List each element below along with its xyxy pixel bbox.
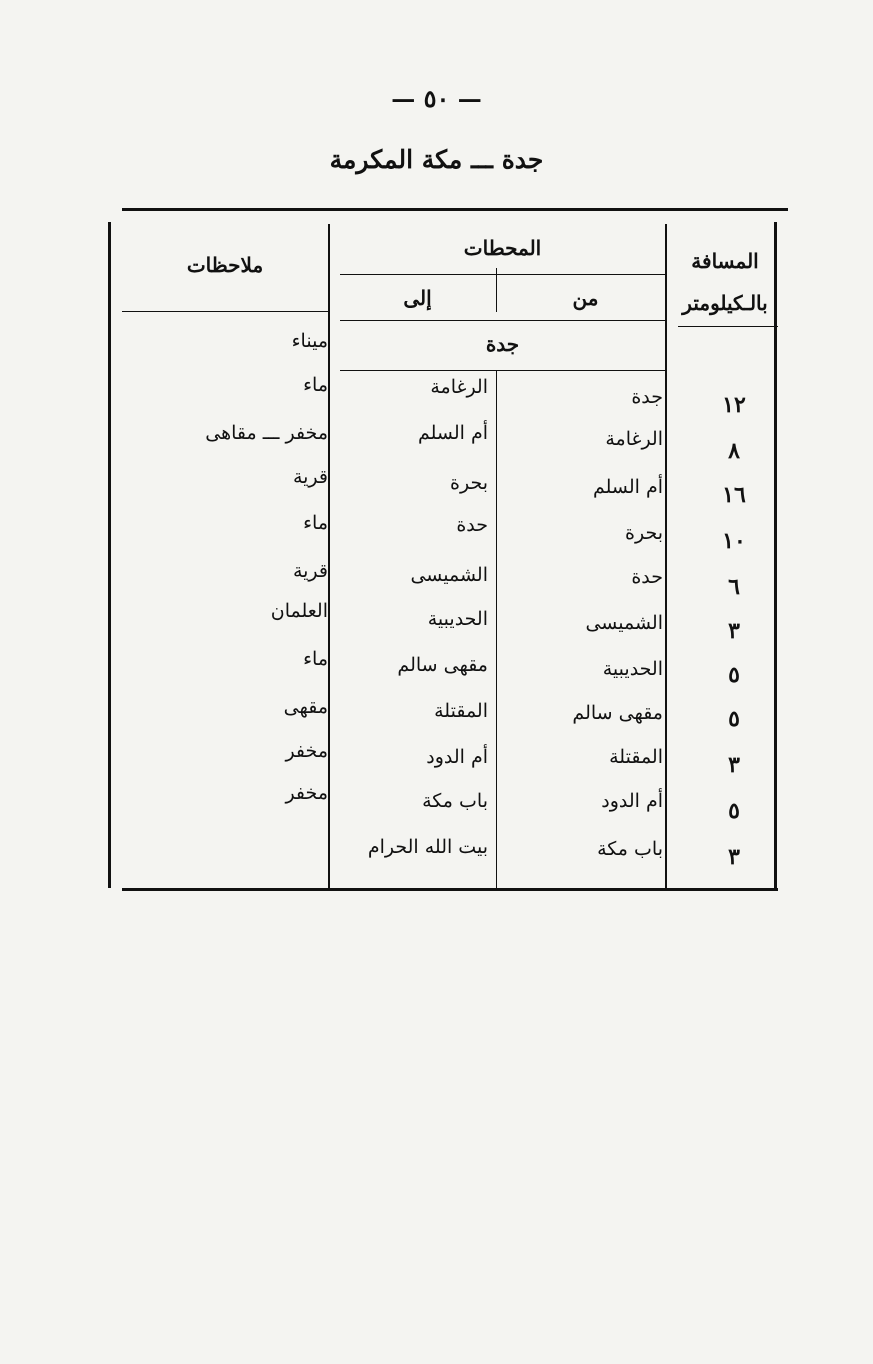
- row-9-note: مخفر: [285, 740, 328, 762]
- row-11-distance: ٣: [728, 844, 740, 870]
- row-3-distance: ١٦: [722, 482, 746, 508]
- row-10-from: أم الدود: [601, 790, 663, 812]
- row-4-from: بحرة: [625, 522, 663, 544]
- first-row-rule: [340, 370, 665, 371]
- row-3-note: قرية: [292, 466, 328, 488]
- row-2-note: مخفر ـــ مقاهى: [205, 422, 328, 444]
- stations-header: المحطات: [463, 236, 542, 260]
- row-11-to: بيت الله الحرام: [367, 836, 488, 858]
- separator-stations-notes: [328, 224, 330, 888]
- page-title: جدة ـــ مكة المكرمة: [329, 145, 544, 174]
- row-6-to: الحديبية: [427, 608, 488, 630]
- distance-header-line1: المسافة: [691, 249, 759, 273]
- row-10-to: باب مكة: [422, 790, 488, 812]
- row-1-distance: ١٢: [722, 392, 746, 418]
- row-10-distance: ٥: [728, 798, 740, 824]
- stations-subheader-rule: [340, 274, 665, 275]
- row-10-note: مخفر: [285, 782, 328, 804]
- to-header: إلى: [403, 286, 432, 310]
- first-row-note: ميناء: [291, 330, 328, 352]
- row-4-distance: ١٠: [722, 528, 746, 554]
- distance-header: [674, 240, 776, 324]
- row-3-to: بحرة: [450, 472, 488, 494]
- row-1-note: ماء: [303, 374, 328, 396]
- row-2-from: الرغامة: [605, 428, 663, 450]
- row-8-to: المقتلة: [434, 700, 488, 722]
- first-row-station: جدة: [485, 332, 520, 356]
- route-table: [108, 208, 788, 900]
- table-left-border: [108, 222, 111, 888]
- row-8-note: مقهى: [283, 696, 328, 718]
- row-4-to: حدة: [456, 514, 488, 536]
- separator-from-to-body: [496, 370, 497, 888]
- row-2-distance: ٨: [728, 438, 740, 464]
- row-1-to: الرغامة: [430, 376, 488, 398]
- row-3-from: أم السلم: [592, 476, 663, 498]
- distance-header-line2: بالـكيلومتر: [682, 291, 768, 315]
- table-bottom-rule: [122, 888, 778, 891]
- row-7-distance: ٥: [728, 662, 740, 688]
- row-4-note: ماء: [303, 512, 328, 534]
- notes-header-rule: [122, 311, 328, 312]
- page-number: — ٥٠ —: [391, 84, 482, 113]
- row-9-from: المقتلة: [609, 746, 663, 768]
- row-5-to: الشميسى: [410, 564, 488, 586]
- table-top-rule: [122, 208, 788, 211]
- separator-distance-stations: [665, 224, 667, 888]
- from-header: من: [572, 286, 599, 310]
- notes-header: ملاحظات: [186, 253, 264, 277]
- row-2-to: أم السلم: [417, 422, 488, 444]
- distance-header-rule: [678, 326, 778, 327]
- row-5-from: حدة: [631, 566, 663, 588]
- row-1-from: جدة: [631, 386, 663, 408]
- row-6-distance: ٣: [728, 618, 740, 644]
- row-8-distance: ٥: [728, 706, 740, 732]
- row-7-from: الحديبية: [602, 658, 663, 680]
- row-9-distance: ٣: [728, 752, 740, 778]
- row-5-note: قرية: [292, 560, 328, 582]
- row-9-to: أم الدود: [426, 746, 488, 768]
- stations-header-rule: [340, 320, 665, 321]
- row-6-from: الشميسى: [585, 612, 663, 634]
- row-7-to: مقهى سالم: [397, 654, 488, 676]
- row-8-from: مقهى سالم: [572, 702, 663, 724]
- row-5-distance: ٦: [728, 574, 740, 600]
- row-6-note: العلمان: [270, 600, 328, 622]
- row-11-from: باب مكة: [597, 838, 663, 860]
- row-7-note: ماء: [303, 648, 328, 670]
